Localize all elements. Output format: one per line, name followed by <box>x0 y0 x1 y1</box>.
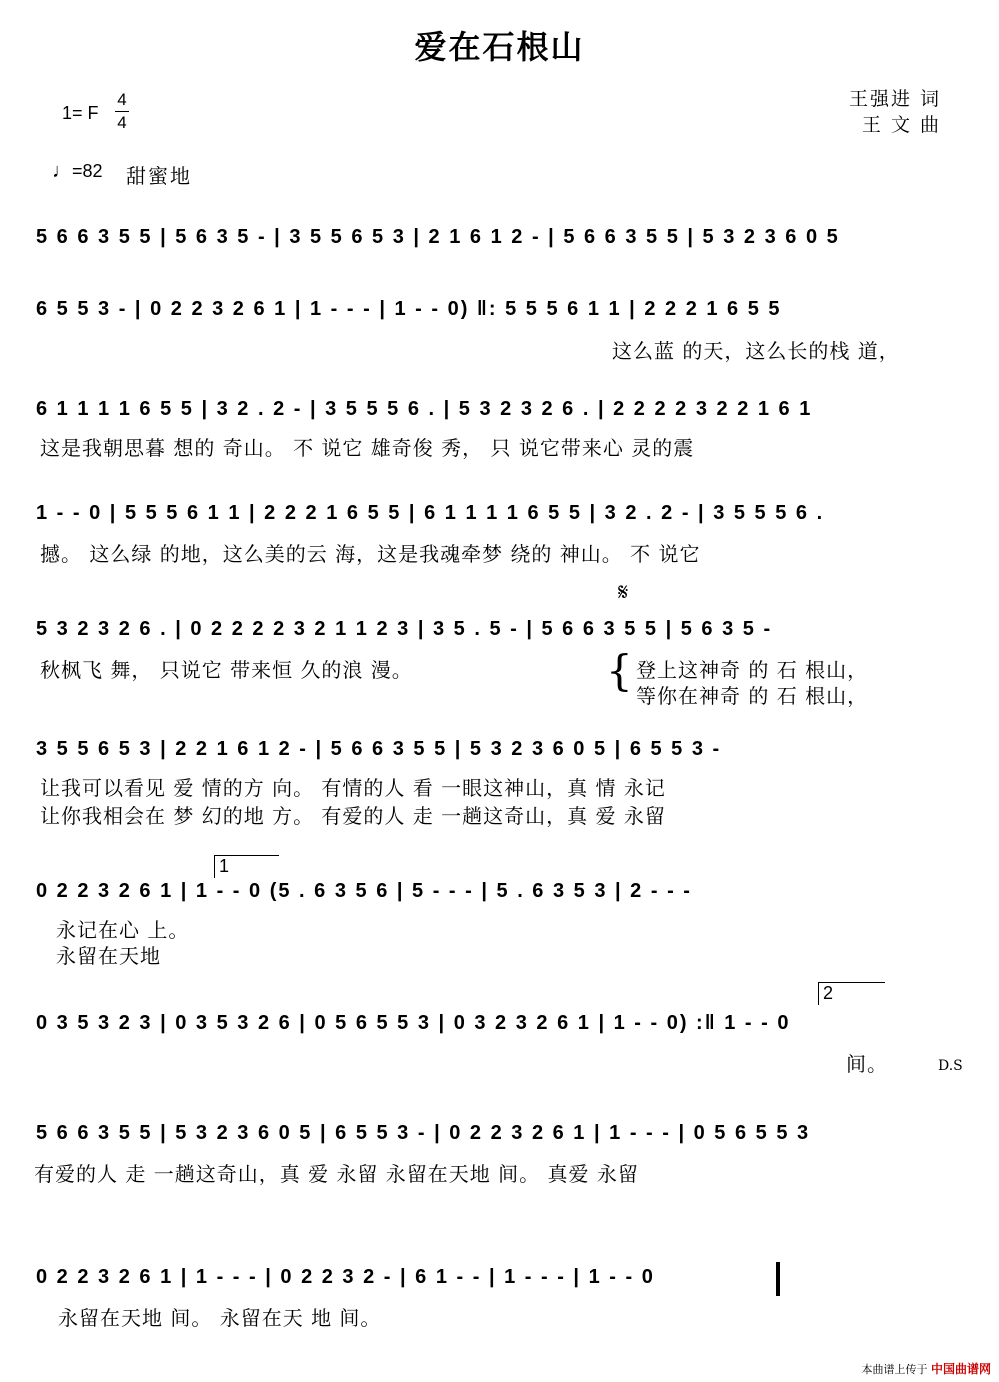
notation-notes: 5 3 2 3 2 6 . | 0 2 2 2 2 3 2 1 1 2 3 | 3 5 . 5 - | 5 6 6 3 5 5 | 5 6 3 5 - <box>36 618 773 640</box>
lyric-line: 永记在心 上。 <box>56 918 190 942</box>
lyric-line: 有爱的人 走 一趟这奇山，真 爱 永留 永留在天地 间。 真爱 永留 <box>34 1162 639 1186</box>
notation-row <box>36 1266 954 1298</box>
time-signature <box>115 90 129 133</box>
final-barline <box>776 1262 780 1296</box>
notation-notes: 0 2 2 3 2 6 1 | 1 - - - | 0 2 2 3 2 - | 6 1 - - | 1 - - - | 1 - - 0 <box>36 1266 655 1288</box>
lyric-line: 撼。 这么绿 的地，这么美的云 海，这是我魂牵梦 绕的 神山。 不 说它 <box>40 542 701 566</box>
dal-segno-marking: D.S <box>938 1058 963 1074</box>
notation-notes: 0 2 2 3 2 6 1 | 1 - - 0 (5 . 6 3 5 6 | 5 - - - | 5 . 6 3 5 3 | 2 - - - <box>36 880 692 902</box>
footer-text: 本曲谱上传于 <box>861 1363 928 1376</box>
segno-icon: 𝄋 <box>618 578 629 606</box>
notation-row <box>36 1012 954 1044</box>
notation-row <box>36 298 954 330</box>
verse-lyric-2: 等你在神奇 的 石 根山， <box>636 684 869 708</box>
song-title: 爱在石根山 <box>414 28 585 66</box>
verse-lyric-1: 登上这神奇 的 石 根山， <box>636 658 869 682</box>
notation-notes: 3 5 5 6 5 3 | 2 2 1 6 1 2 - | 5 6 6 3 5 5 | 5 3 2 3 6 0 5 | 6 5 5 3 - <box>36 738 722 760</box>
lyric-line: 让你我相会在 梦 幻的地 方。 有爱的人 走 一趟这奇山，真 爱 永留 <box>40 804 666 828</box>
footer-site: 中国曲谱网 <box>930 1362 991 1376</box>
notation-row <box>36 1122 954 1154</box>
lyric-line: 让我可以看见 爱 情的方 向。 有情的人 看 一眼这神山，真 情 永记 <box>40 776 666 800</box>
notation-notes: 5 6 6 3 5 5 | 5 3 2 3 6 0 5 | 6 5 5 3 - | 0 2 2 3 2 6 1 | 1 - - - | 0 5 6 5 5 3 <box>36 1122 811 1144</box>
tempo-value: =82 <box>72 161 103 181</box>
notation-notes: 6 5 5 3 - | 0 2 2 3 2 6 1 | 1 - - - | 1 - - 0) ‖: 5 5 5 6 1 1 | 2 2 2 1 6 5 5 <box>36 298 782 320</box>
tempo-marking <box>52 160 103 183</box>
lyric-line: 永留在天地 <box>56 944 161 968</box>
notation-row <box>36 880 954 912</box>
lyricist-credit: 王强进 词 <box>848 88 941 110</box>
lyric-line: 永留在天地 间。 永留在天 地 间。 <box>58 1306 382 1330</box>
quarter-note-icon: ♩ <box>52 160 72 182</box>
lyric-line: 这么蓝 的天，这么长的栈 道， <box>612 339 900 363</box>
verse-brace-icon: { <box>606 646 633 695</box>
composer-credit: 王 文 曲 <box>861 114 941 136</box>
notation-row <box>36 618 954 650</box>
notation-row <box>36 502 954 534</box>
time-signature-bottom: 4 <box>117 113 127 132</box>
time-signature-top: 4 <box>117 90 127 109</box>
lyric-line: 秋枫飞 舞， 只说它 带来恒 久的浪 漫。 <box>40 658 413 682</box>
notation-row <box>36 398 954 430</box>
footer-credit <box>861 1360 991 1377</box>
lyric-line: 间。 <box>846 1052 888 1076</box>
key-signature: 1= F <box>62 103 99 123</box>
notation-notes: 0 3 5 3 2 3 | 0 3 5 3 2 6 | 0 5 6 5 5 3 | 0 3 2 3 2 6 1 | 1 - - 0) :‖ 1 - - 0 <box>36 1012 791 1034</box>
lyric-line: 这是我朝思暮 想的 奇山。 不 说它 雄奇俊 秀， 只 说它带来心 灵的震 <box>40 436 695 460</box>
expression-marking: 甜蜜地 <box>126 164 192 188</box>
notation-notes: 5 6 6 3 5 5 | 5 6 3 5 - | 3 5 5 6 5 3 | 2 1 6 1 2 - | 5 6 6 3 5 5 | 5 3 2 3 6 0 5 <box>36 226 840 248</box>
notation-row <box>36 226 954 258</box>
notation-notes: 1 - - 0 | 5 5 5 6 1 1 | 2 2 2 1 6 5 5 | 6 1 1 1 1 6 5 5 | 3 2 . 2 - | 3 5 5 5 6 . <box>36 502 825 524</box>
volta-1: 1 <box>214 855 279 878</box>
volta-2: 2 <box>818 982 885 1005</box>
notation-row <box>36 738 954 770</box>
notation-notes: 6 1 1 1 1 6 5 5 | 3 2 . 2 - | 3 5 5 5 6 . | 5 3 2 3 2 6 . | 2 2 2 2 3 2 2 1 6 1 <box>36 398 813 420</box>
